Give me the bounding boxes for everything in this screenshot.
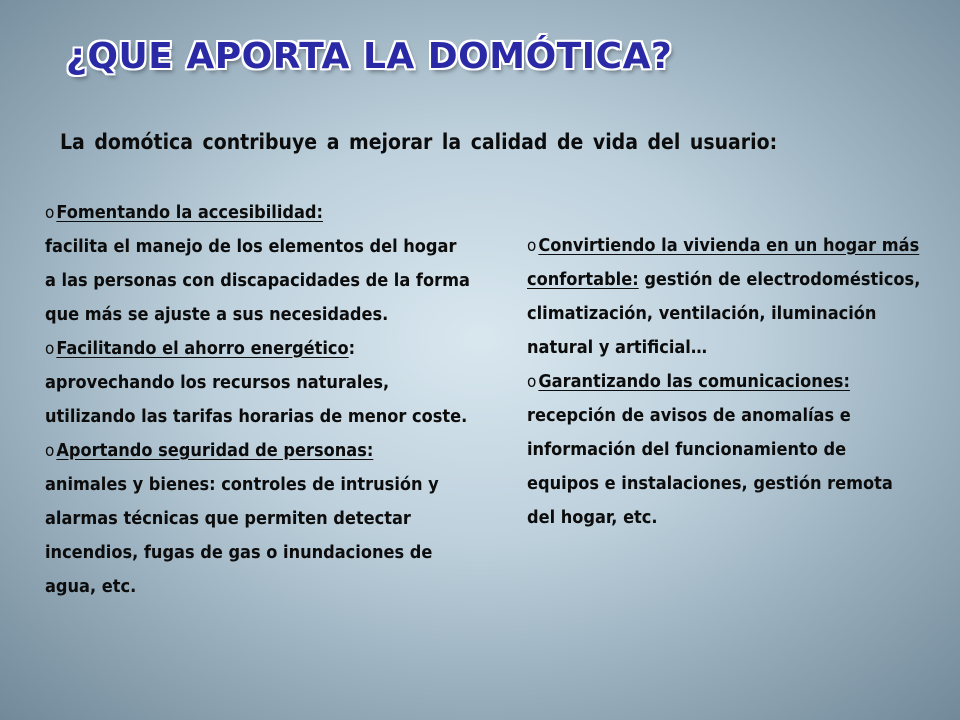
right-column bbox=[527, 229, 922, 535]
bullet-glyph: o bbox=[527, 236, 537, 256]
item-body: animales y bienes: controles de intrusión y alarmas técnicas que permiten detectar incendios, fugas de gas o inundaciones de agua, etc. bbox=[45, 474, 439, 597]
bullet-energy-saving bbox=[45, 332, 470, 434]
bullet-security bbox=[45, 434, 470, 604]
left-column bbox=[45, 196, 470, 604]
bullet-glyph: o bbox=[45, 203, 55, 223]
item-heading: Facilitando el ahorro energético bbox=[56, 338, 349, 359]
item-heading: Fomentando la accesibilidad: bbox=[56, 202, 323, 223]
item-body: gestión de electrodomésticos, climatización, ventilación, iluminación natural y artificial… bbox=[527, 269, 921, 358]
bullet-accessibility bbox=[45, 196, 470, 332]
item-heading-suffix: : bbox=[348, 338, 356, 359]
bullet-comfort bbox=[527, 229, 922, 365]
item-body: recepción de avisos de anomalías e información del funcionamiento de equipos e instalaciones, gestión remota del hogar, etc. bbox=[527, 405, 893, 528]
bullet-glyph: o bbox=[527, 372, 537, 392]
slide-title: ¿QUE APORTA LA DOMÓTICA? bbox=[66, 36, 673, 77]
item-body: facilita el manejo de los elementos del hogar a las personas con discapacidades de la forma que más se ajuste a sus necesidades. bbox=[45, 236, 470, 325]
item-heading: Garantizando las comunicaciones: bbox=[538, 371, 850, 392]
item-heading: Convirtiendo la vivienda en un hogar más confortable: bbox=[527, 235, 920, 290]
item-body: aprovechando los recursos naturales, utilizando las tarifas horarias de menor coste. bbox=[45, 372, 468, 427]
bullet-glyph: o bbox=[45, 339, 55, 359]
bullet-glyph: o bbox=[45, 441, 55, 461]
bullet-communications bbox=[527, 365, 922, 535]
item-heading: Aportando seguridad de personas: bbox=[56, 440, 374, 461]
slide-subtitle: La domótica contribuye a mejorar la calidad de vida del usuario: bbox=[60, 130, 778, 154]
